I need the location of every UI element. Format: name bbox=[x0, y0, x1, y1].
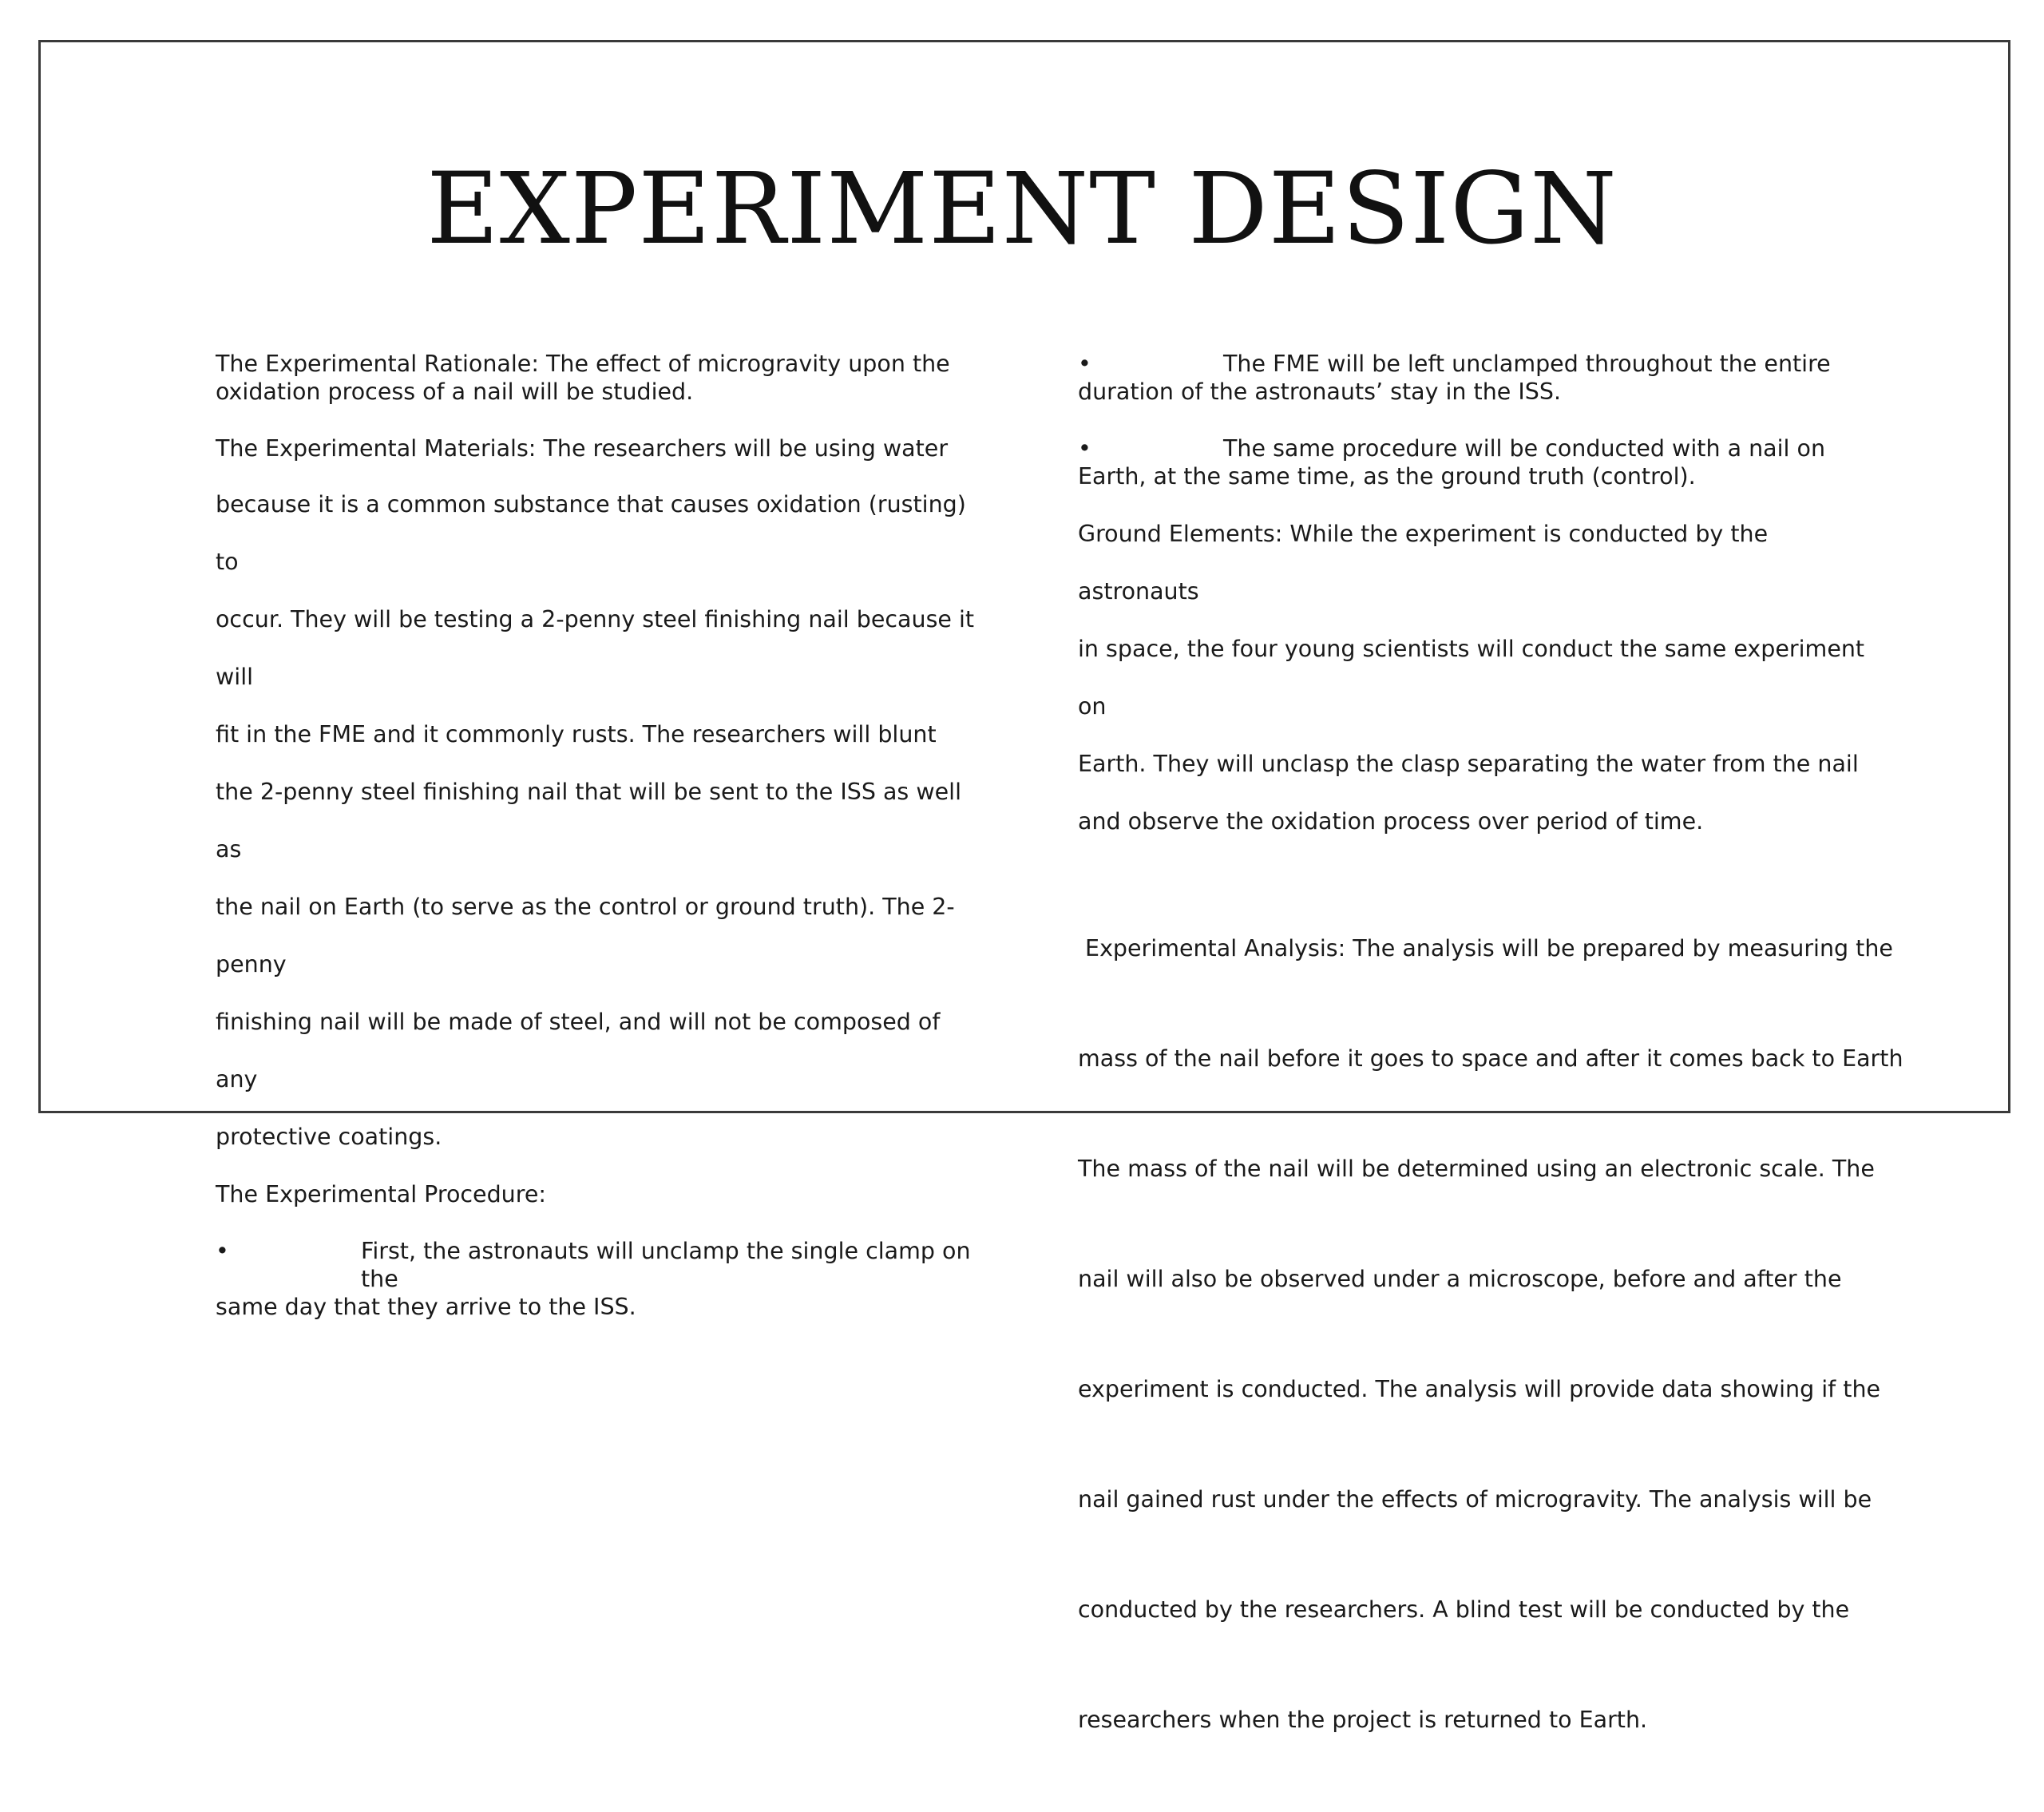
ground-line: Earth. They will unclasp the clasp separating the water from the nail bbox=[1078, 751, 1859, 777]
slide-title: EXPERIMENT DESIGN bbox=[426, 152, 1618, 267]
bullet-item-2 bbox=[1078, 350, 1876, 406]
bullet-text: The FME will be left unclamped throughout the entire bbox=[1223, 351, 1831, 377]
bullet-text-continued: duration of the astronauts’ stay in the ISS. bbox=[1078, 379, 1562, 405]
right-column bbox=[1078, 350, 1903, 1812]
materials-line: the nail on Earth (to serve as the control or ground truth). The 2-penny bbox=[216, 894, 955, 977]
ground-elements-paragraph bbox=[1078, 506, 1876, 850]
left-column bbox=[216, 350, 982, 1321]
materials-line: the 2-penny steel finishing nail that will be sent to the ISS as well as bbox=[216, 779, 962, 862]
materials-line: finishing nail will be made of steel, and will not be composed of any bbox=[216, 1009, 941, 1092]
procedure-heading: The Experimental Procedure: bbox=[216, 1181, 546, 1207]
analysis-line: nail gained rust under the effects of microgravity. The analysis will be bbox=[1078, 1486, 1872, 1513]
analysis-line: The mass of the nail will be determined using an electronic scale. The bbox=[1078, 1156, 1875, 1182]
analysis-line: nail will also be observed under a microscope, before and after the bbox=[1078, 1266, 1842, 1292]
materials-line: protective coatings. bbox=[216, 1124, 442, 1150]
analysis-paragraph bbox=[1078, 857, 1903, 1812]
analysis-line: experiment is conducted. The analysis will provide data showing if the bbox=[1078, 1376, 1881, 1402]
ground-line: and observe the oxidation process over period of time. bbox=[1078, 808, 1704, 835]
bullet-text: The same procedure will be conducted with a nail on bbox=[1223, 435, 1826, 462]
analysis-line: researchers when the project is returned to Earth. bbox=[1078, 1707, 1648, 1733]
bullet-item-3 bbox=[1078, 434, 1876, 490]
bullet-icon: • bbox=[1078, 435, 1091, 462]
materials-line: because it is a common substance that causes oxidation (rusting) to bbox=[216, 491, 966, 575]
ground-line: Ground Elements: While the experiment is conducted by the astronauts bbox=[1078, 521, 1769, 605]
rationale-paragraph: The Experimental Rationale: The effect of microgravity upon the oxidation process of a nail will be studied. bbox=[216, 351, 950, 405]
bullet-text-continued: same day that they arrive to the ISS. bbox=[216, 1294, 636, 1320]
materials-paragraph bbox=[216, 434, 982, 1223]
bullet-text-continued: Earth, at the same time, as the ground truth (control). bbox=[1078, 463, 1696, 490]
analysis-line: Experimental Analysis: The analysis will be prepared by measuring the bbox=[1078, 935, 1893, 962]
materials-line: occur. They will be testing a 2-penny steel finishing nail because it will bbox=[216, 606, 975, 690]
analysis-line: conducted by the researchers. A blind test will be conducted by the bbox=[1078, 1596, 1850, 1623]
bullet-item-1 bbox=[216, 1237, 982, 1321]
bullet-icon: • bbox=[1078, 351, 1091, 377]
bullet-text: First, the astronauts will unclamp the single clamp on the bbox=[361, 1238, 971, 1292]
analysis-line: mass of the nail before it goes to space and after it comes back to Earth bbox=[1078, 1045, 1903, 1072]
materials-line: The Experimental Materials: The researchers will be using water bbox=[216, 435, 949, 462]
materials-line: fit in the FME and it commonly rusts. The researchers will blunt bbox=[216, 721, 937, 747]
ground-line: in space, the four young scientists will conduct the same experiment on bbox=[1078, 636, 1865, 720]
bullet-icon: • bbox=[216, 1238, 229, 1264]
